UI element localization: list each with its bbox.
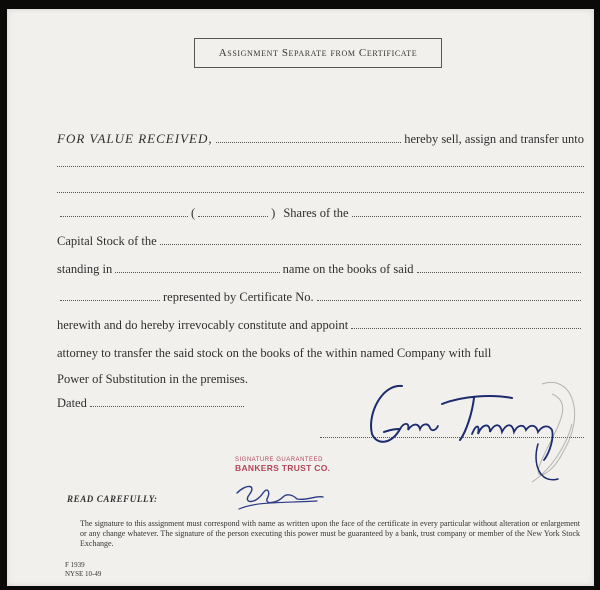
standing-in-label: standing in [57, 262, 113, 276]
signature-image [362, 374, 592, 494]
stamp-guaranteed-text: SIGNATURE GUARANTEED [235, 457, 323, 463]
represented-by-label: represented by Certificate No. [163, 290, 314, 304]
date-blank [90, 406, 244, 407]
capital-stock-line [57, 229, 584, 249]
value-received-line [57, 127, 584, 147]
substitution-label: Power of Substitution in the premises. [57, 372, 248, 386]
form-title: Assignment Separate from Certificate [194, 38, 442, 68]
stamp-bank-name: BANKERS TRUST CO. [235, 463, 331, 473]
standing-in-blank [115, 272, 279, 273]
assignee-blank-1 [57, 166, 584, 167]
dated-line [57, 391, 247, 411]
read-carefully-text: The signature to this assignment must correspond with name as written upon the face of the certificate in every particular without alteration or enlargement or any change whatever. The signature of the person executing this power must be guaranteed by a bank, trust company or member of the New York Stock Exchange. [80, 519, 580, 548]
standing-in-line [57, 257, 584, 277]
capital-stock-label: Capital Stock of the [57, 234, 157, 248]
signature-guarantee-stamp [227, 457, 337, 517]
assignee-blank-2 [57, 192, 584, 193]
certificate-number-blank [317, 300, 581, 301]
represented-blank [60, 300, 160, 301]
guarantor-signature-image [227, 473, 337, 517]
attorney-blank [351, 328, 581, 329]
company-blank [352, 216, 581, 217]
stock-assignment-form [7, 9, 594, 586]
paren-close: ) [271, 206, 276, 220]
form-code [65, 561, 101, 579]
for-value-received-label: FOR VALUE RECEIVED, [57, 131, 213, 146]
books-of-blank [417, 272, 581, 273]
capital-stock-blank [160, 244, 581, 245]
shares-line [57, 201, 584, 221]
appoint-label: herewith and do hereby irrevocably constitute and appoint [57, 318, 349, 332]
read-carefully-heading: READ CAREFULLY: [67, 494, 158, 504]
paren-open: ( [191, 206, 196, 220]
form-number: F 1939 [65, 561, 85, 569]
attorney-line [57, 341, 584, 361]
attorney-label: attorney to transfer the said stock on the books of the within named Company with full [57, 346, 492, 360]
form-revision: NYSE 10-49 [65, 570, 102, 578]
appoint-line [57, 313, 584, 333]
dated-label: Dated [57, 396, 87, 410]
sell-assign-transfer-label: hereby sell, assign and transfer unto [404, 132, 584, 146]
shares-number-blank [198, 216, 268, 217]
assignor-blank [216, 142, 402, 143]
shares-of-the-label: Shares of the [283, 206, 349, 220]
shares-words-blank [60, 216, 188, 217]
certificate-line [57, 285, 584, 305]
name-on-books-label: name on the books of said [282, 262, 414, 276]
